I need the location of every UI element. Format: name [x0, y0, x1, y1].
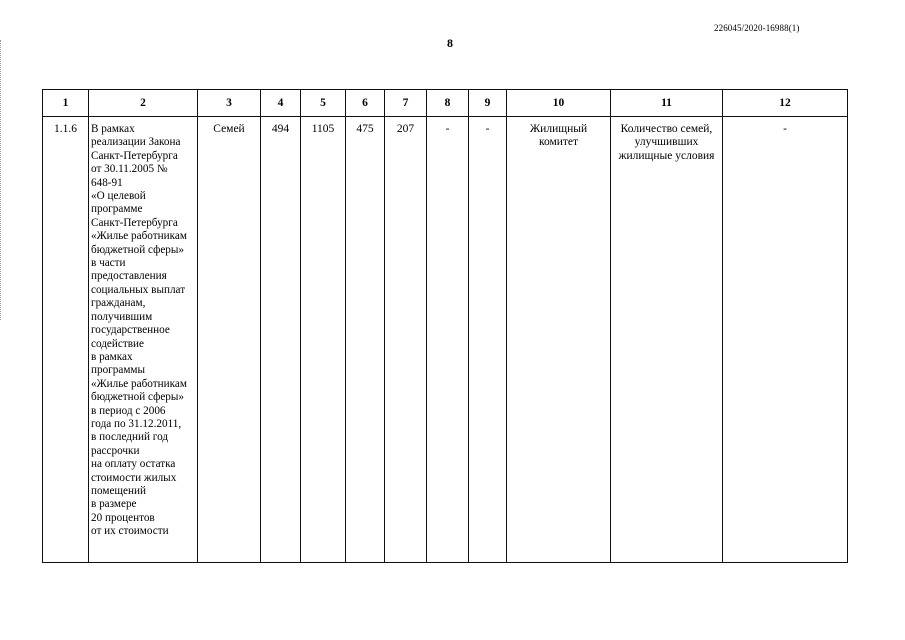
- page-number: 8: [447, 36, 453, 50]
- description-line: от их стоимости: [91, 525, 169, 538]
- description-line: на оплату остатка: [91, 458, 176, 471]
- description-line: Санкт-Петербурга: [91, 216, 178, 229]
- description-line: 20 процентов: [91, 511, 155, 524]
- column-header: 2: [89, 90, 198, 117]
- scan-margin-marks: [0, 40, 5, 320]
- description-line: получившим: [91, 310, 153, 323]
- column-header: 9: [469, 90, 507, 117]
- document-id: 226045/2020-16988(1): [714, 23, 800, 33]
- executor-line: Жилищный: [529, 123, 588, 135]
- description-line: гражданам,: [91, 297, 146, 310]
- column-header: 5: [301, 90, 346, 117]
- column-header: 10: [507, 90, 611, 117]
- column-header: 1: [43, 90, 89, 117]
- indicator-cell: [611, 117, 723, 563]
- column-header: 7: [385, 90, 427, 117]
- description-line: В рамках: [91, 123, 135, 135]
- column-header: 4: [261, 90, 301, 117]
- description-line: помещений: [91, 484, 146, 497]
- value-cell-9: -: [469, 117, 507, 563]
- description-line: бюджетной сферы»: [91, 243, 184, 256]
- column-header: 6: [346, 90, 385, 117]
- description-line: содействие: [91, 337, 144, 350]
- value-cell-7: 207: [385, 117, 427, 563]
- description-line: 648-91: [91, 176, 123, 189]
- description-line: бюджетной сферы»: [91, 391, 184, 404]
- description-line: Санкт-Петербурга: [91, 149, 178, 162]
- column-header: 12: [723, 90, 848, 117]
- executor-cell: [507, 117, 611, 563]
- column-header: 8: [427, 90, 469, 117]
- description-line: от 30.11.2005 №: [91, 163, 168, 176]
- description-line: рассрочки: [91, 444, 140, 457]
- description-line: социальных выплат: [91, 283, 186, 296]
- description-line: реализации Закона: [91, 136, 181, 149]
- indicator-line: жилищные условия: [618, 149, 715, 162]
- description-line: программе: [91, 203, 143, 216]
- value-cell-12: -: [723, 117, 848, 563]
- indicator-line: Количество семей,: [620, 123, 713, 135]
- description-line: стоимости жилых: [91, 471, 177, 484]
- program-table: [42, 89, 848, 563]
- description-line: «Жилье работникам: [91, 230, 187, 243]
- description-line: программы: [91, 364, 145, 377]
- value-cell-6: 475: [346, 117, 385, 563]
- value-cell-5: 1105: [301, 117, 346, 563]
- column-header: 11: [611, 90, 723, 117]
- column-header: 3: [198, 90, 261, 117]
- row-code: 1.1.6: [43, 117, 89, 563]
- description-line: «О целевой: [91, 190, 146, 203]
- description-line: «Жилье работникам: [91, 377, 187, 390]
- indicator-line: улучшивших: [634, 136, 699, 149]
- column-number-row: [43, 90, 848, 117]
- table-row: [43, 117, 848, 563]
- description-line: предоставления: [91, 270, 167, 283]
- value-cell-8: -: [427, 117, 469, 563]
- value-cell-4: 494: [261, 117, 301, 563]
- description-line: государственное: [91, 324, 170, 337]
- description-line: в период с 2006: [91, 404, 166, 417]
- description-line: в рамках: [91, 350, 133, 363]
- description-line: в размере: [91, 498, 137, 511]
- unit-cell: Семей: [198, 117, 261, 563]
- description-line: в последний год: [91, 431, 169, 444]
- description-line: в части: [91, 257, 126, 270]
- description-cell: [89, 117, 198, 563]
- executor-line: комитет: [538, 136, 579, 149]
- description-line: года по 31.12.2011,: [91, 417, 182, 430]
